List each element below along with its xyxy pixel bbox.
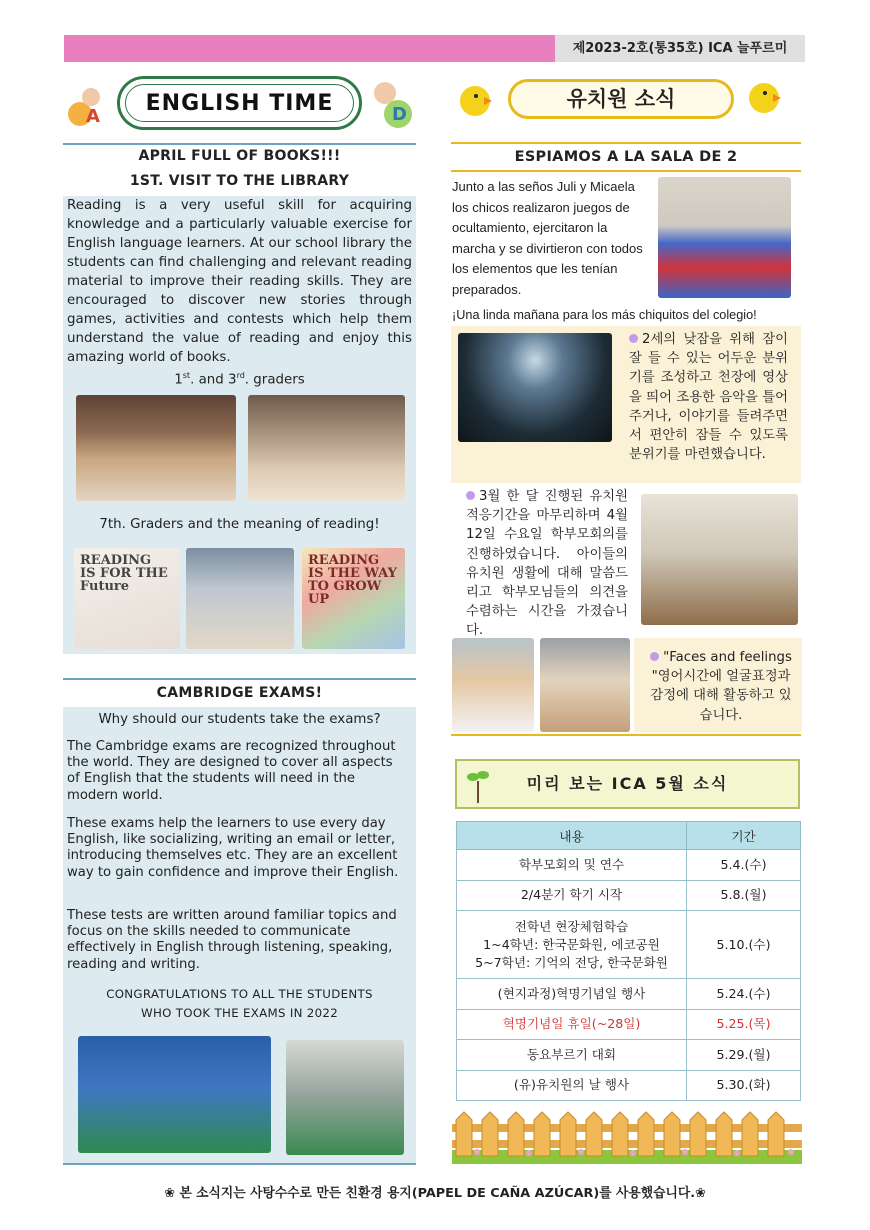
may-preview-title: 미리 보는 ICA 5월 소식 (526, 774, 729, 793)
library-heading-1: APRIL FULL OF BOOKS!!! (138, 148, 341, 164)
parents-meeting-photo (641, 494, 798, 625)
chick-icon-left (456, 80, 494, 118)
table-row: 학부모회의 및 연수 5.4.(수) (457, 850, 801, 881)
cambridge-paragraph-3: These tests are written around familiar topics and focus on the skills needed to communicate effectively in English through listening, speaking, reading and writing. (67, 908, 397, 972)
faces-bottom-rule (451, 734, 801, 736)
table-row-holiday: 혁명기념일 휴일(~28일) 5.25.(목) (457, 1009, 801, 1040)
chick-icon-right (745, 77, 783, 115)
cambridge-heading: CAMBRIDGE EXAMS! (156, 685, 323, 701)
reading-art-photo (302, 548, 405, 649)
reading-poster-photo (74, 548, 180, 649)
english-time-title: ENGLISH TIME (125, 84, 354, 122)
congrats-line-1: CONGRATULATIONS TO ALL THE STUDENTS (106, 987, 373, 1001)
sala-body: Junto a las seños Juli y Micaela los chicos realizaron juegos de ocultamiento, ejercitaron la marcha y se divirtieron con todos los elementos que les tenían preparados. (452, 179, 643, 297)
table-row: 전학년 현장체험학습 1~4학년: 한국문화원, 에코공원 5~7학년: 기억의 전당, 한국문화원 5.10.(수) (457, 911, 801, 979)
bullet-icon (629, 334, 638, 343)
faces-text: "Faces and feelings "영어시간에 얼굴표정과 감정에 대해 활동하고 있습니다. (650, 650, 792, 723)
cambridge-top-rule (63, 678, 416, 680)
cambridge-question: Why should our students take the exams? (98, 712, 381, 727)
exam-gym-photo (286, 1040, 404, 1155)
table-row: (현지과정)혁명기념일 행사 5.24.(수) (457, 979, 801, 1010)
col-content-header: 내용 (457, 822, 687, 850)
library-grades-caption: 1st. and 3rd. graders (174, 371, 305, 388)
reading-poster-text: READING IS FOR THE Future (80, 553, 168, 594)
cambridge-paragraph-1: The Cambridge exams are recognized throughout the world. They are designed to cover all aspects of English that the students will need in the modern world. (67, 739, 396, 803)
nap-room-photo (458, 333, 612, 442)
library-photo-2 (248, 395, 405, 501)
english-time-title-frame (117, 76, 362, 130)
sala-top-rule (451, 142, 801, 144)
bullet-icon (466, 491, 475, 500)
congrats-line-2: WHO TOOK THE EXAMS IN 2022 (140, 1006, 338, 1020)
sala-heading: ESPIAMOS A LA SALA DE 2 (514, 149, 738, 165)
table-row: (유)유치원의 날 행사 5.30.(화) (457, 1070, 801, 1101)
fence-illustration (452, 1106, 802, 1164)
table-row: 2/4분기 학기 시작 5.8.(월) (457, 880, 801, 911)
abc-kids-illustration: A (66, 84, 110, 130)
cambridge-paragraph-2: These exams help the learners to use every day English, like socializing, writing an email or letter, introducing themselves etc. They are an excellent way to gain confidence and improve their English. (67, 816, 399, 880)
classroom-photo (186, 548, 294, 649)
kinder-news-title: 유치원 소식 (508, 79, 734, 119)
header-pink-bar (64, 35, 555, 62)
col-period-header: 기간 (687, 822, 801, 850)
footer-note: ❀ 본 소식지는 사탕수수로 만든 친환경 용지(PAPEL DE CAÑA AZÚCAR)를 사용했습니다.❀ (164, 1186, 706, 1201)
table-row: 동요부르기 대회 5.29.(월) (457, 1040, 801, 1071)
faces-photo-1 (452, 638, 534, 732)
library-photo-1 (76, 395, 236, 501)
exam-group-photo (78, 1036, 271, 1153)
bullet-icon (650, 652, 659, 661)
sala-closing: ¡Una linda mañana para los más chiquitos del colegio! (452, 308, 757, 322)
reading-art-text: READING IS THE WAY TO GROW UP (308, 553, 397, 607)
faces-photo-2 (540, 638, 630, 732)
library-heading-2: 1ST. VISIT TO THE LIBRARY (129, 173, 350, 189)
library-top-rule (63, 143, 416, 145)
abc-kids-illustration-right: D (366, 80, 414, 130)
header-band (64, 35, 805, 62)
may-preview-sign (455, 759, 800, 809)
cambridge-bottom-rule (63, 1163, 416, 1165)
playroom-photo (658, 177, 791, 298)
may-schedule-table (456, 821, 801, 1101)
sala-heading-rule (451, 170, 801, 172)
library-caption-7th: 7th. Graders and the meaning of reading! (99, 517, 380, 532)
nap-text: 2세의 낮잠을 위해 잠이 잘 들 수 있는 어두운 분위기를 조성하고 천장에 영상을 띄어 조용한 음악을 틀어주거나, 이야기를 들려주면서 편안히 잠들 수 있도록 분위기를 마련했습니다. (629, 332, 788, 463)
meeting-text: 3월 한 달 진행된 유치원 적응기간을 마무리하며 4월 12일 수요일 학부모회의를 진행하였습니다. 아이들의 유치원 생활에 대해 말씀드리고 학부모님들의 의견을 수렴하는 시간을 가졌습니다. (466, 489, 628, 639)
issue-number: 제2023-2호(통35호) ICA 늘푸르미 (555, 35, 805, 62)
library-body: Reading is a very useful skill for acquiring knowledge and a particularly valuable exercise for English language learners. At our school library the students can find challenging and relevant reading material to improve their reading skills. They are encouraged to discover new stories through games, activities and contests which help them understand the value of reading and enjoy this amazing world of books. (67, 198, 412, 365)
